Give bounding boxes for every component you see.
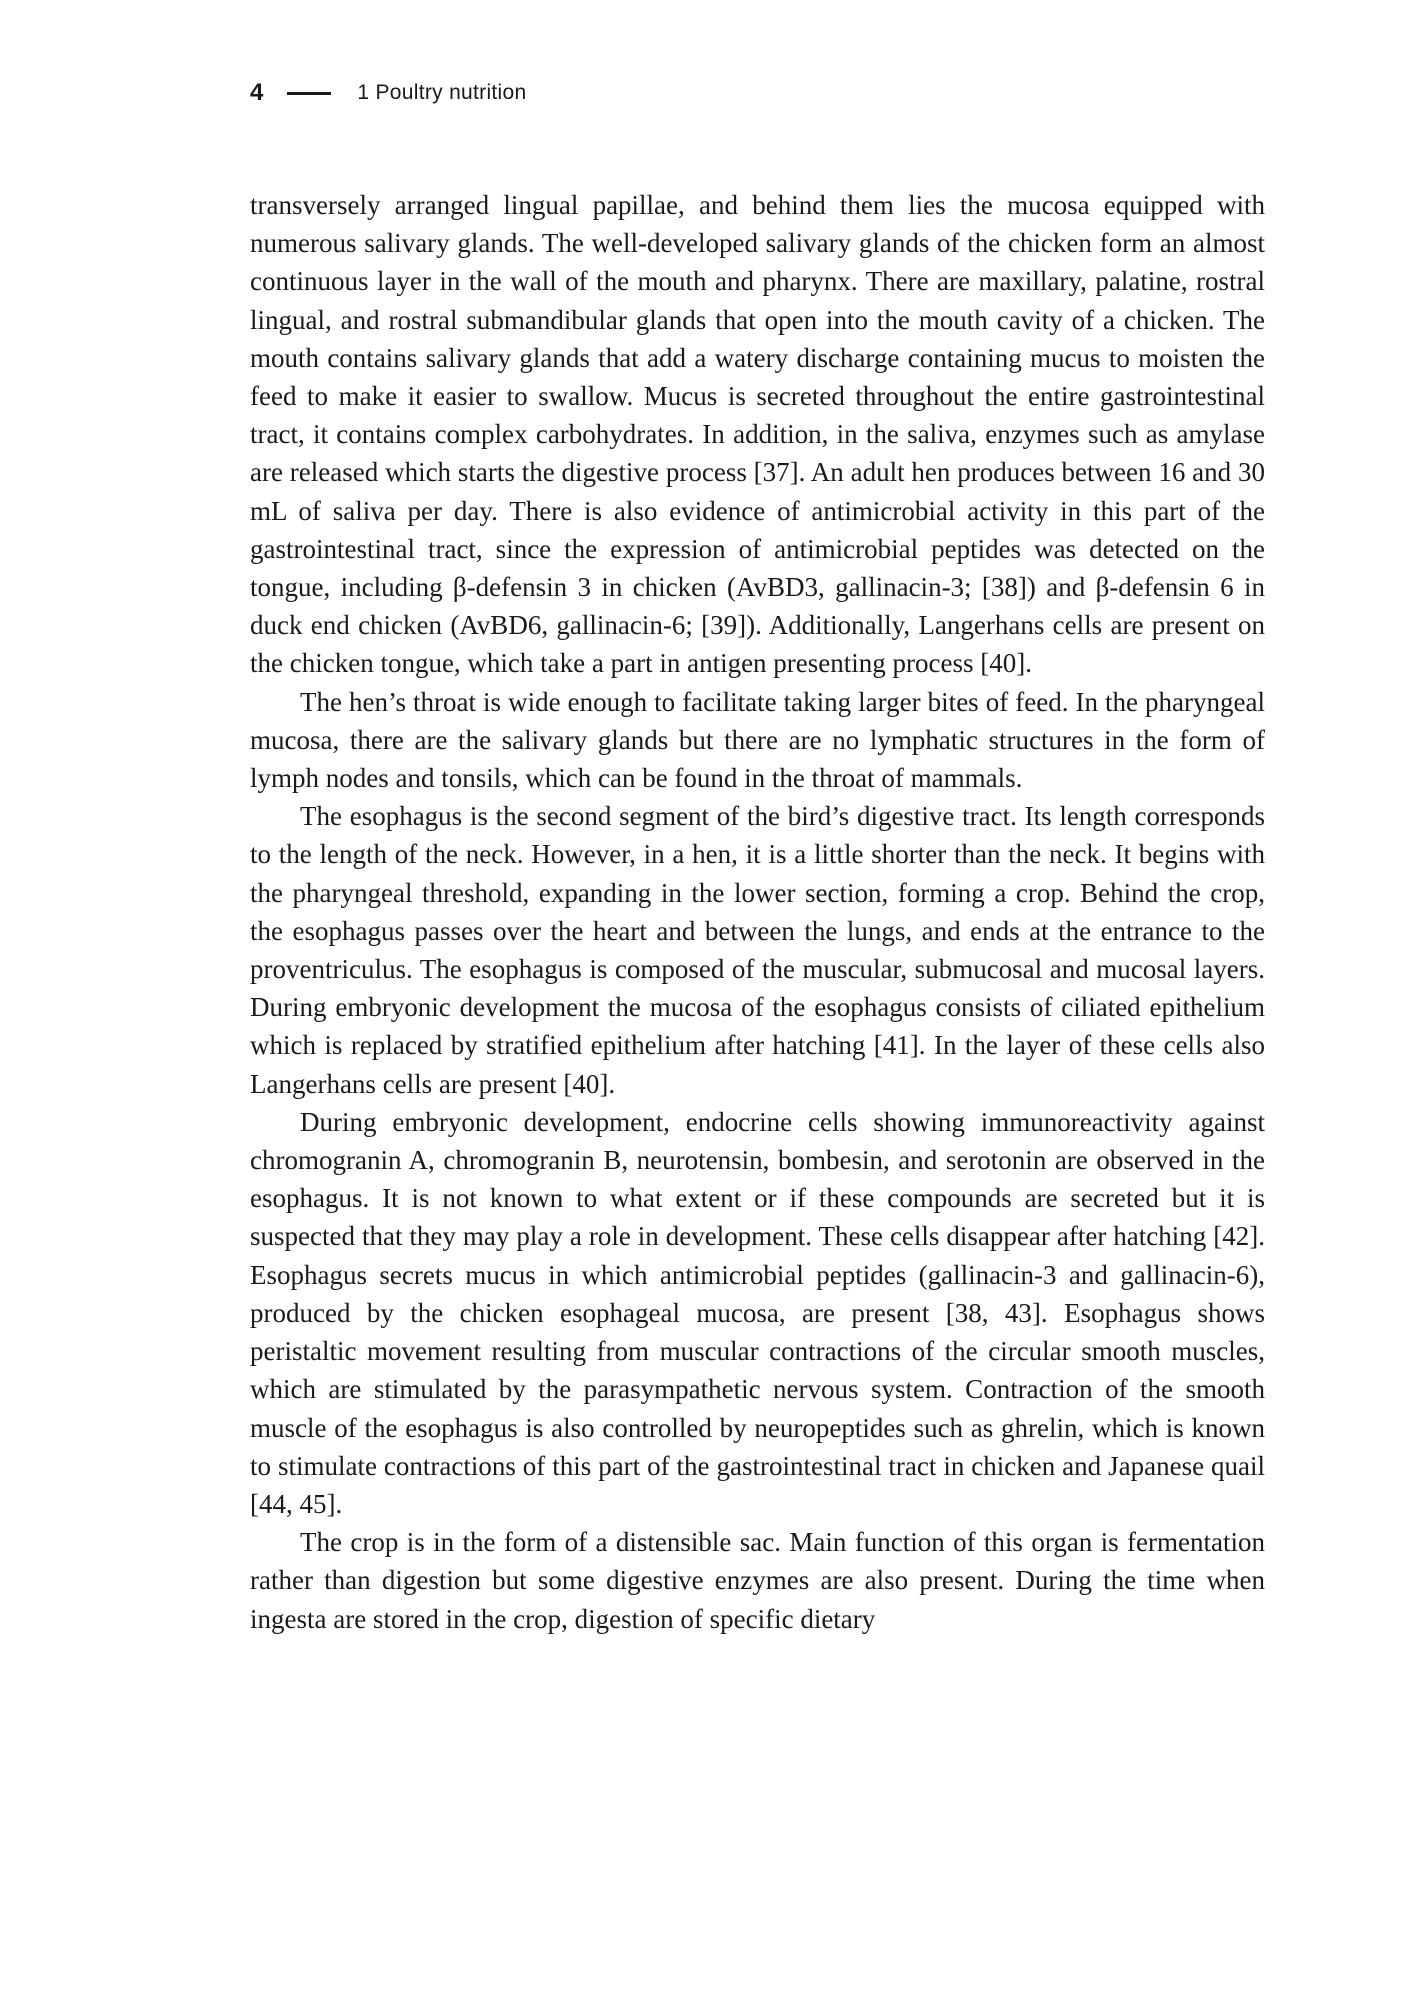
page-number: 4	[250, 79, 264, 106]
running-header	[250, 78, 526, 108]
paragraph-4: During embryonic development, endocrine cells showing immunoreactivity against chromogranin A, chromogranin B, neurotensin, bombesin, and serotonin are observed in the esophagus. It is not known to what extent or if these compounds are secreted but it is suspected that they may play a role in development. These cells disappear after hatching [42]. Esophagus secrets mucus in which antimicrobial peptides (gallinacin-3 and gallinacin-6), produced by the chicken esophageal mucosa, are present [38, 43]. Esophagus shows peristaltic movement resulting from muscular contractions of the circular smooth muscles, which are stimulated by the parasympathetic nervous system. Contraction of the smooth muscle of the esophagus is also controlled by neuropeptides such as ghrelin, which is known to stimulate contractions of this part of the gastrointestinal tract in chicken and Japanese quail [44, 45].	[250, 1106, 1265, 1519]
paragraph-5: The crop is in the form of a distensible sac. Main function of this organ is fermentation rather than digestion but some digestive enzymes are also present. During the time when ingesta are stored in the crop, digestion of specific dietary	[250, 1527, 1265, 1634]
paragraph-3: The esophagus is the second segment of the bird’s digestive tract. Its length corresponds to the length of the neck. However, in a hen, it is a little shorter than the neck. It begins with the pharyngeal threshold, expanding in the lower section, forming a crop. Behind the crop, the esophagus passes over the heart and between the lungs, and ends at the entrance to the proventriculus. The esophagus is composed of the muscular, submucosal and mucosal layers. During embryonic development the mucosa of the esophagus consists of ciliated epithelium which is replaced by stratified epithelium after hatching [41]. In the layer of these cells also Langerhans cells are present [40].	[250, 801, 1265, 1099]
paragraph-1: transversely arranged lingual papillae, and behind them lies the mucosa equipped with numerous salivary glands. The well-developed salivary glands of the chicken form an almost continuous layer in the wall of the mouth and pharynx. There are maxillary, palatine, rostral lingual, and rostral submandibular glands that open into the mouth cavity of a chicken. The mouth contains salivary glands that add a watery discharge containing mucus to moisten the feed to make it easier to swallow. Mucus is secreted throughout the entire gastrointestinal tract, it contains complex carbohydrates. In addition, in the saliva, enzymes such as amylase are released which starts the digestive process [37]. An adult hen produces between 16 and 30 mL of saliva per day. There is also evidence of antimicrobial activity in this part of the gastrointestinal tract, since the expression of antimicrobial peptides was detected on the tongue, including β-defensin 3 in chicken (AvBD3, gallinacin-3; [38]) and β-defensin 6 in duck end chicken (AvBD6, gallinacin-6; [39]). Additionally, Langerhans cells are present on the chicken tongue, which take a part in antigen presenting process [40].	[250, 190, 1265, 679]
body-text	[250, 186, 1265, 1638]
paragraph-2: The hen’s throat is wide enough to facilitate taking larger bites of feed. In the pharyngeal mucosa, there are the salivary glands but there are no lymphatic structures in the form of lymph nodes and tonsils, which can be found in the throat of mammals.	[250, 686, 1265, 794]
chapter-title: 1 Poultry nutrition	[357, 81, 527, 104]
header-rule	[287, 92, 331, 95]
